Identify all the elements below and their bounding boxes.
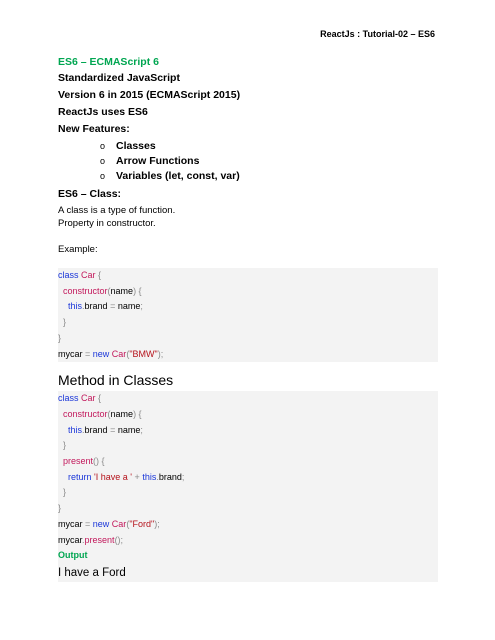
output-label: Output bbox=[58, 550, 88, 561]
code-token bbox=[58, 472, 68, 482]
code-token: this bbox=[68, 301, 83, 312]
code-token: class bbox=[58, 270, 79, 280]
feature-label: Arrow Functions bbox=[116, 155, 200, 167]
code-token: ; bbox=[181, 471, 185, 482]
code-token: ( bbox=[107, 408, 111, 419]
code-token: new bbox=[92, 348, 110, 359]
code-line bbox=[58, 423, 438, 439]
code-token: ( bbox=[126, 518, 130, 529]
code-token bbox=[58, 301, 68, 311]
code-token: Car bbox=[111, 348, 127, 359]
code-token: ; bbox=[140, 301, 143, 312]
code-token: name bbox=[110, 408, 134, 419]
code-token: { bbox=[95, 270, 102, 280]
code-line bbox=[58, 315, 438, 331]
code-token: "BMW" bbox=[129, 348, 158, 359]
code-line bbox=[58, 284, 438, 300]
code-line bbox=[58, 485, 438, 501]
feature-label: Classes bbox=[116, 140, 156, 152]
code-token: = bbox=[85, 518, 93, 529]
intro-line-1: Standardized JavaScript bbox=[58, 72, 180, 84]
code-token: . bbox=[82, 301, 85, 312]
code-token: () { bbox=[93, 456, 105, 467]
code-token: constructor bbox=[63, 285, 108, 296]
code-token: } bbox=[58, 440, 67, 451]
code-line bbox=[58, 501, 438, 517]
code-token: name bbox=[117, 424, 141, 435]
class-description-2: Property in constructor. bbox=[58, 218, 156, 229]
code-token: name bbox=[110, 285, 134, 296]
code-token: 'I have a ' bbox=[94, 471, 133, 482]
code-token: ( bbox=[126, 348, 130, 359]
code-token: new bbox=[92, 518, 110, 529]
code-line bbox=[58, 517, 438, 533]
code-token: mycar bbox=[58, 518, 85, 529]
code-token: mycar bbox=[58, 534, 83, 545]
feature-item bbox=[100, 169, 438, 183]
output-block bbox=[58, 548, 438, 582]
intro-line-2: Version 6 in 2015 (ECMAScript 2015) bbox=[58, 89, 241, 101]
code-token: ; bbox=[140, 424, 143, 435]
output-text: I have a Ford bbox=[58, 566, 126, 579]
code-line bbox=[58, 331, 438, 347]
code-token: = bbox=[85, 348, 93, 359]
code-token: "Ford" bbox=[129, 518, 155, 529]
code-token: this bbox=[142, 471, 157, 482]
features-list bbox=[58, 139, 438, 183]
code-token: name bbox=[117, 301, 141, 312]
code-block-class-example bbox=[58, 268, 438, 362]
feature-item bbox=[100, 154, 438, 168]
code-token: class bbox=[58, 393, 79, 404]
intro-line-4: New Features: bbox=[58, 123, 130, 135]
bullet-icon: o bbox=[100, 171, 106, 181]
code-line bbox=[58, 268, 438, 284]
document-body bbox=[58, 56, 438, 582]
code-line bbox=[58, 347, 438, 363]
code-token: . bbox=[82, 534, 85, 545]
code-token: Car bbox=[81, 270, 96, 280]
feature-label: Variables (let, const, var) bbox=[116, 170, 240, 182]
code-token: } bbox=[58, 317, 67, 328]
intro-line-3: ReactJs uses ES6 bbox=[58, 106, 148, 118]
code-token bbox=[58, 425, 68, 435]
es6-heading: ES6 – ECMAScript 6 bbox=[58, 56, 159, 68]
code-token: = bbox=[110, 424, 118, 435]
code-token: present bbox=[84, 534, 115, 545]
code-token: { bbox=[95, 393, 102, 404]
class-heading: ES6 – Class: bbox=[58, 188, 122, 200]
code-line bbox=[58, 454, 438, 470]
bullet-icon: o bbox=[100, 156, 106, 166]
code-token: mycar bbox=[58, 348, 85, 359]
code-token: = bbox=[110, 301, 118, 312]
code-line bbox=[58, 391, 438, 407]
code-token: . bbox=[82, 424, 85, 435]
code-token: Car bbox=[111, 518, 127, 529]
code-token: brand bbox=[84, 424, 111, 435]
class-description-1: A class is a type of function. bbox=[58, 205, 176, 216]
code-token: (); bbox=[114, 534, 124, 545]
code-token: return bbox=[68, 471, 92, 482]
code-line bbox=[58, 299, 438, 315]
example-label: Example: bbox=[58, 244, 98, 255]
code-token: ); bbox=[157, 348, 164, 359]
code-token: ) { bbox=[133, 285, 142, 296]
code-token: } bbox=[58, 332, 62, 343]
code-block-method-example bbox=[58, 391, 438, 548]
code-token: constructor bbox=[63, 408, 108, 419]
code-token: brand bbox=[84, 301, 111, 312]
code-line bbox=[58, 407, 438, 423]
code-token: } bbox=[58, 487, 67, 498]
code-token: } bbox=[58, 503, 62, 514]
code-token: + bbox=[134, 471, 140, 482]
code-token: brand bbox=[158, 471, 182, 482]
code-token: . bbox=[156, 471, 159, 482]
code-line bbox=[58, 438, 438, 454]
code-line bbox=[58, 533, 438, 549]
code-token: ( bbox=[107, 285, 111, 296]
code-token: this bbox=[68, 424, 83, 435]
code-token: ); bbox=[154, 518, 160, 529]
code-token: Car bbox=[81, 393, 96, 404]
method-section-title: Method in Classes bbox=[58, 372, 174, 389]
document-header: ReactJs : Tutorial-02 – ES6 bbox=[320, 29, 435, 39]
code-token: ) { bbox=[133, 408, 142, 419]
feature-item bbox=[100, 139, 438, 153]
code-line bbox=[58, 470, 438, 486]
bullet-icon: o bbox=[100, 141, 106, 151]
code-token: present bbox=[63, 456, 94, 467]
